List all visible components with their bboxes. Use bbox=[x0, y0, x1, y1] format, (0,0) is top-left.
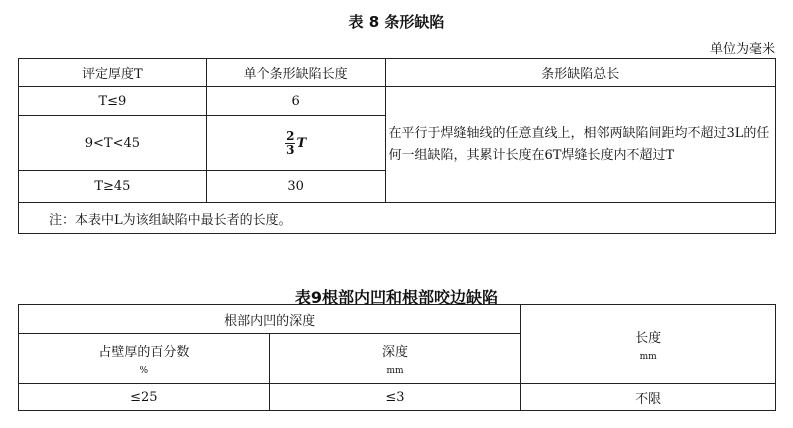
header-length-label: 长度 bbox=[635, 330, 662, 346]
table8-unit: 单位为毫米 bbox=[709, 42, 775, 57]
table-row bbox=[19, 87, 776, 116]
header-depth bbox=[269, 334, 521, 384]
percent-cell: ≤25 bbox=[19, 384, 270, 411]
header-length bbox=[521, 305, 776, 384]
table-row bbox=[19, 384, 776, 411]
header-percent-unit: % bbox=[139, 366, 149, 376]
depth-cell: ≤3 bbox=[269, 384, 521, 411]
range-cell: 9<T<45 bbox=[19, 116, 207, 171]
range-cell: T≥45 bbox=[19, 171, 207, 203]
header-total-length: 条形缺陷总长 bbox=[385, 59, 775, 87]
header-thickness: 评定厚度T bbox=[19, 59, 207, 87]
length-cell: 不限 bbox=[521, 384, 776, 411]
table8-title: 表 8 条形缺陷 bbox=[348, 13, 445, 31]
header-single-length: 单个条形缺陷长度 bbox=[206, 59, 385, 87]
header-depth-label: 深度 bbox=[381, 345, 408, 360]
fraction-denominator: 3 bbox=[286, 143, 295, 157]
length-formula bbox=[206, 116, 385, 171]
header-percent bbox=[19, 334, 270, 384]
defect-table-8 bbox=[18, 58, 776, 234]
table-header-row bbox=[19, 305, 776, 334]
length-cell: 6 bbox=[206, 87, 385, 116]
note-row bbox=[19, 203, 776, 234]
header-depth-unit: mm bbox=[386, 366, 404, 376]
total-description: 在平行于焊缝轴线的任意直线上，相邻两缺陷间距均不超过3L的任何一组缺陷，其累计长度在6T焊缝长度内不超过T bbox=[385, 87, 775, 203]
defect-table-9 bbox=[18, 304, 776, 411]
header-percent-label: 占壁厚的百分数 bbox=[98, 345, 190, 360]
header-length-unit: mm bbox=[639, 351, 657, 362]
fraction-variable: T bbox=[296, 136, 307, 151]
table9-title: 表9根部内凹和根部咬边缺陷 bbox=[294, 288, 499, 307]
header-root-depth: 根部内凹的深度 bbox=[19, 305, 521, 334]
range-cell: T≤9 bbox=[19, 87, 207, 116]
length-cell: 30 bbox=[206, 171, 385, 203]
fraction-numerator: 2 bbox=[286, 129, 295, 143]
table-note: 注：本表中L为该组缺陷中最长者的长度。 bbox=[19, 203, 776, 234]
table-header-row bbox=[19, 59, 776, 87]
